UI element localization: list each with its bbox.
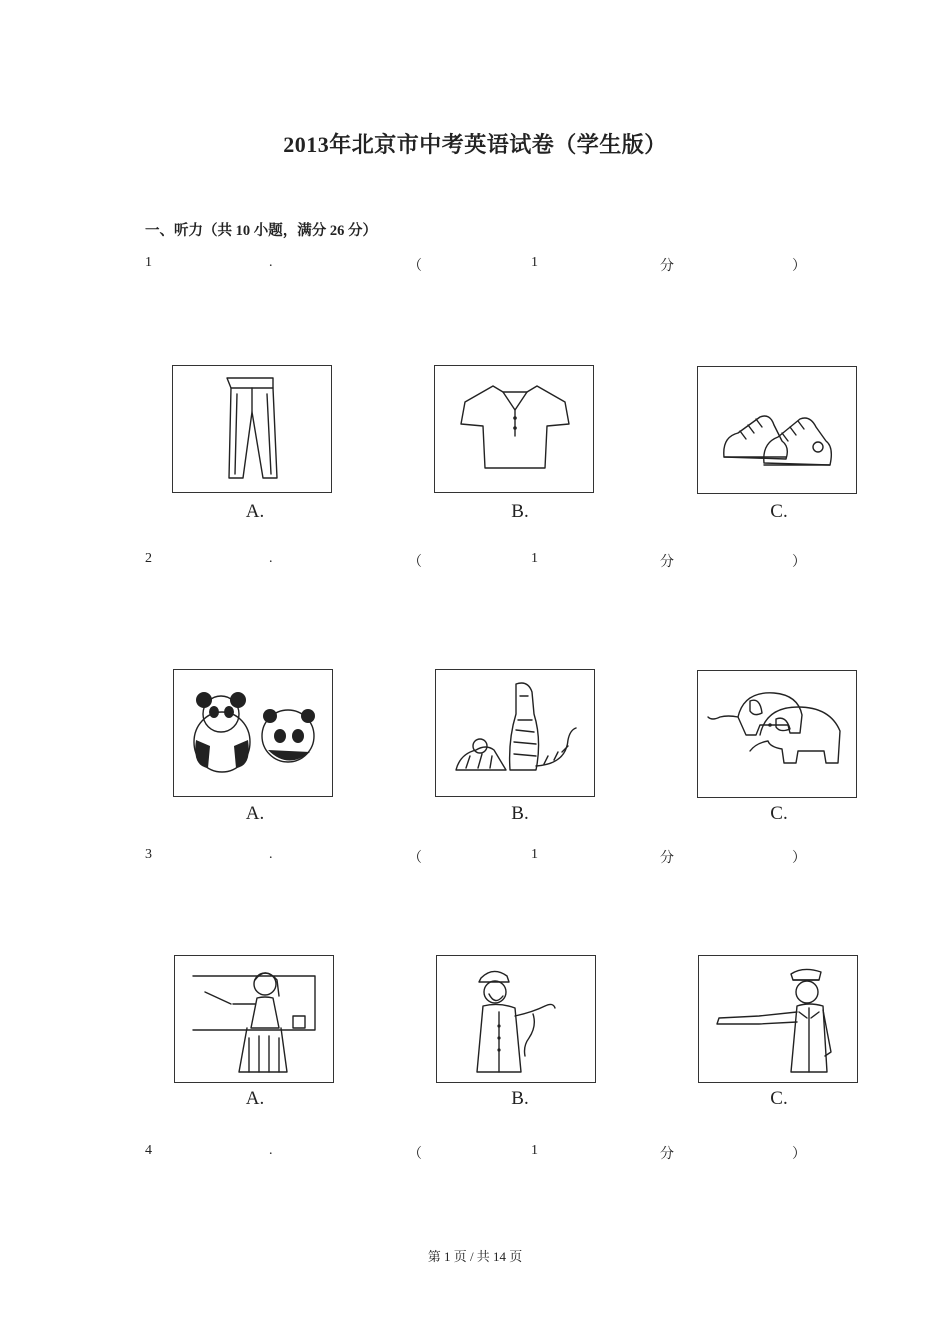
score-unit: 分 [660,259,674,274]
score-points: 1 [531,847,538,862]
score-points: 1 [531,255,538,270]
option-label: A. [245,1088,265,1109]
trousers-icon[interactable] [172,365,332,493]
question-number: 4 [145,1143,152,1158]
page-footer: 第 1 页 / 共 14 页 [427,1249,523,1264]
question-number: 3 [145,847,152,862]
question-number: 1 [145,255,152,270]
sneakers-icon[interactable] [697,366,857,494]
option-label: C. [770,501,788,522]
question-line [0,1143,950,1163]
option-label: B. [511,803,529,824]
police-officer-icon[interactable] [698,955,858,1083]
option-label: B. [511,1088,529,1109]
section-heading: 一、听力（共 10 小题，满分 26 分） [145,223,377,239]
question-dot: . [269,551,273,566]
question-dot: . [269,1143,273,1158]
score-unit: 分 [660,555,674,570]
teacher-icon[interactable] [174,955,334,1083]
score-close-paren: ） [792,259,806,274]
question-dot: . [269,847,273,862]
option-label: C. [770,803,788,824]
option-label: A. [245,501,265,522]
question-line [0,255,950,275]
firefighter-icon[interactable] [436,955,596,1083]
score-close-paren: ） [792,1147,806,1162]
pandas-icon[interactable] [173,669,333,797]
option-label: C. [770,1088,788,1109]
question-line [0,847,950,867]
score-points: 1 [531,1143,538,1158]
option-label: B. [511,501,529,522]
elephants-icon[interactable] [697,670,857,798]
score-close-paren: ） [792,851,806,866]
page-title: 2013年北京市中考英语试卷（学生版） [283,132,667,157]
score-points: 1 [531,551,538,566]
score-open-paren: （ [408,555,422,570]
question-line [0,551,950,571]
tigers-icon[interactable] [435,669,595,797]
question-number: 2 [145,551,152,566]
score-unit: 分 [660,851,674,866]
score-close-paren: ） [792,555,806,570]
shirt-icon[interactable] [434,365,594,493]
score-open-paren: （ [408,851,422,866]
score-unit: 分 [660,1147,674,1162]
option-label: A. [245,803,265,824]
score-open-paren: （ [408,259,422,274]
question-dot: . [269,255,273,270]
score-open-paren: （ [408,1147,422,1162]
